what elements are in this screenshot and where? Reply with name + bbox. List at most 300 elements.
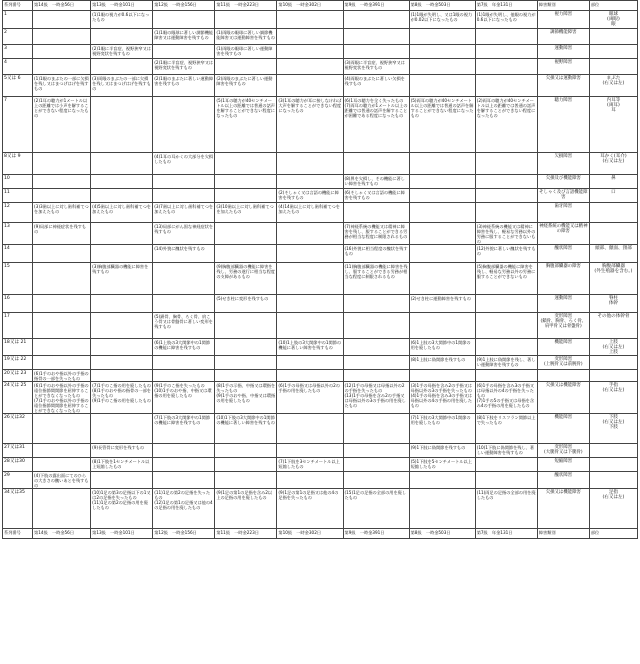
grade-cell-g7 (475, 444, 537, 458)
table-row (3, 223, 638, 245)
grade-cell-g10 (277, 295, 343, 313)
body-site-cell (589, 75, 637, 97)
grade-cell-g7 (475, 29, 537, 45)
grade-cell-g7 (475, 263, 537, 295)
disability-type-label: 聴力障害 (554, 97, 573, 103)
grade-cell-g9 (343, 263, 409, 295)
grade-cell-g10 (277, 223, 343, 245)
grade-cell-g13 (91, 59, 153, 75)
grade-cell-g8 (409, 295, 475, 313)
grade-cell-g12 (153, 414, 215, 444)
grade-description: (1)1眼が失明し、他眼の視力が0.6以下になったもの (476, 11, 536, 22)
disability-type-cell (537, 29, 589, 45)
grade-description: (1)両眼の眼球に著しい運動障害を残すもの (216, 45, 273, 56)
header-cell: 第10級 一時金302日 (277, 1, 343, 11)
grade-description: (2)両耳の聴力が40センチメートル以上の距離では普通の話声を解することができない程度になったもの (476, 97, 536, 118)
grade-cell-g10 (277, 245, 343, 263)
table-header (3, 1, 638, 11)
grade-cell-g8 (409, 444, 475, 458)
disability-type-cell (537, 97, 589, 153)
grade-description: (11)1足の第2の足指の用を廃したもの (92, 499, 148, 510)
disability-type-label: 欠損又は機能障害 (545, 489, 581, 495)
grade-description: (9)1手のこ指を失ったもの (154, 382, 205, 388)
grade-description: (9)局部に神経症状を残すもの (34, 223, 87, 234)
grade-description: (12)外貌に著しい醜状を残すもの (476, 245, 536, 256)
disability-type-label: 胸腹部臓器の障害 (545, 263, 581, 269)
grade-cell-g7 (475, 175, 537, 189)
grade-cell-g10 (277, 263, 343, 295)
grade-description: (3)胸腹部臓器の機能に障害を残すもの (92, 263, 149, 274)
series-number-cell: 18又は 21 (3, 339, 33, 356)
grade-description: (2)1眼に半盲症、視野狭窄又は視野変状を残すもの (154, 59, 214, 70)
grade-cell-g13 (91, 356, 153, 370)
grade-description: (4)両眼のまぶたに著しい欠損を残すもの (344, 75, 405, 86)
body-site-cell (589, 489, 637, 529)
series-number-cell: 15 (3, 263, 33, 295)
grade-description: (11)両足の足指の全部の用を廃したもの (476, 489, 536, 500)
header-row (3, 1, 638, 11)
footer-cell: 部位 (589, 529, 637, 539)
body-site-label: その他の体幹骨 (597, 313, 630, 319)
grade-description: (4)14歯以上に対し歯科補てつを加えたもの (278, 203, 340, 214)
grade-description: (12)1足の第1の足指又は他の4の足指の用を廃したもの (154, 499, 213, 510)
grade-cell-g12 (153, 382, 215, 414)
series-number-cell: 5又は 6 (3, 75, 33, 97)
grade-description: (6)そしゃく又は言語の機能に障害を残すもの (344, 189, 405, 200)
header-cell: 第11級 一時金223日 (215, 1, 277, 11)
disability-type-cell (537, 175, 589, 189)
table-row (3, 75, 638, 97)
grade-cell-g14 (33, 313, 91, 339)
series-number-cell: 7 (3, 97, 33, 153)
body-site-cell (589, 245, 637, 263)
grade-cell-g13 (91, 153, 153, 175)
grade-cell-g10 (277, 203, 343, 223)
grade-cell-g14 (33, 444, 91, 458)
grade-description: (5)1耳の聴力が40センチメートル以上の距離では普通の話声を解することができない程度になったもの (216, 97, 275, 118)
grade-cell-g11 (215, 245, 277, 263)
grade-description: (3)1手の母指を含み2の手指又は母指以外の3の手指を失ったもの (410, 382, 473, 393)
grade-cell-g10 (277, 45, 343, 59)
grade-cell-g13 (91, 458, 153, 472)
grade-description: (3)3歯以上に対し歯科補てつを加えたもの (34, 203, 89, 214)
grade-cell-g11 (215, 189, 277, 203)
grade-description: (2)そしゃく又は言語の機能に障害を残すもの (278, 189, 339, 200)
grade-cell-g7 (475, 382, 537, 414)
grade-cell-g12 (153, 45, 215, 59)
grade-cell-g10 (277, 370, 343, 382)
grade-description: (6)1手のおや指以外の手指の遠位指節間関節を屈伸することができなくなったもの (34, 382, 89, 398)
body-site-cell (589, 313, 637, 339)
grade-description: (2)両眼のまぶたに著しい運動障害を残すもの (216, 75, 273, 86)
grade-cell-g13 (91, 444, 153, 458)
grade-description: (6)1耳の聴力を全く失ったもの (344, 97, 404, 103)
header-cell: 第13級 一時金101日 (91, 1, 153, 11)
grade-cell-g7 (475, 414, 537, 444)
grade-cell-g9 (343, 11, 409, 29)
series-number-cell: 26又は32 (3, 414, 33, 444)
grade-cell-g11 (215, 203, 277, 223)
grade-cell-g9 (343, 203, 409, 223)
table-row (3, 444, 638, 458)
disability-type-label: 醜状障害 (554, 245, 573, 251)
grade-cell-g8 (409, 458, 475, 472)
grade-description: (13)局部にがん固な神経症状を残すもの (154, 223, 214, 234)
grade-cell-g13 (91, 189, 153, 203)
grade-cell-g12 (153, 29, 215, 45)
grade-cell-g10 (277, 313, 343, 339)
table-row (3, 489, 638, 529)
grade-cell-g7 (475, 75, 537, 97)
series-number-cell: 13 (3, 223, 33, 245)
grade-cell-g11 (215, 75, 277, 97)
grade-cell-g14 (33, 153, 91, 175)
grade-description: (2)1耳の聴力が1メートル以上の距離では小声を解することができない程度になったもの (34, 97, 89, 118)
table-row (3, 97, 638, 153)
grade-cell-g9 (343, 175, 409, 189)
grade-description: (15)1足の足指の全部の用を廃したもの (344, 489, 407, 500)
disability-grade-table (2, 0, 638, 539)
grade-cell-g9 (343, 339, 409, 356)
body-site-cell (589, 472, 637, 489)
grade-cell-g14 (33, 382, 91, 414)
body-site-cell (589, 175, 637, 189)
grade-description: (10)1上肢の3大関節中の1関節の機能に著しい障害を残すもの (278, 339, 342, 350)
grade-cell-g9 (343, 245, 409, 263)
grade-cell-g13 (91, 245, 153, 263)
body-site-cell (589, 97, 637, 153)
body-part-label: 下肢 (608, 424, 619, 430)
body-site-cell (589, 203, 637, 223)
disability-type-cell (537, 59, 589, 75)
body-site-label: 足指 (608, 489, 619, 495)
table-row (3, 414, 638, 444)
grade-cell-g11 (215, 223, 277, 245)
header-cell: 第14級 一時金56日 (33, 1, 91, 11)
grade-cell-g8 (409, 189, 475, 203)
disability-type-label: (上腕骨又は前腕骨) (544, 361, 583, 367)
grade-description: (10)1手のおや指、中指又は環指の用を廃したもの (154, 387, 212, 398)
grade-cell-g9 (343, 75, 409, 97)
grade-description: (5)両耳の聴力が40センチメートル以上の距離では普通の話声を解することができない程度になったもの (410, 97, 474, 118)
disability-type-cell (537, 370, 589, 382)
body-site-label: 手指 (608, 382, 619, 388)
disability-type-cell (537, 458, 589, 472)
disability-type-cell (537, 245, 589, 263)
grade-cell-g13 (91, 29, 153, 45)
table-body (3, 11, 638, 529)
grade-cell-g12 (153, 295, 215, 313)
disability-type-label: 欠損障害 (554, 153, 573, 159)
grade-cell-g9 (343, 97, 409, 153)
series-number-cell: 12 (3, 203, 33, 223)
footer-cell: 第14級 一時金56日 (33, 529, 91, 539)
grade-cell-g8 (409, 370, 475, 382)
grade-cell-g11 (215, 97, 277, 153)
body-site-cell (589, 295, 637, 313)
grade-cell-g14 (33, 11, 91, 29)
header-cell: 系列番号 (3, 1, 33, 11)
body-site-label: まぶた (606, 75, 621, 81)
grade-cell-g11 (215, 489, 277, 529)
disability-type-cell (537, 356, 589, 370)
disability-type-label: 欠損又は運動障害 (545, 75, 581, 81)
grade-cell-g10 (277, 444, 343, 458)
table-row (3, 370, 638, 382)
disability-type-cell (537, 472, 589, 489)
footer-cell: 第9級 一時金391日 (343, 529, 409, 539)
grade-description: (9)胸腹部臓器の機能に障害を残し、労務の遂行に相当な程度の支障があるもの (216, 263, 275, 279)
body-site-cell (589, 45, 637, 59)
grade-cell-g14 (33, 414, 91, 444)
grade-cell-g7 (475, 189, 537, 203)
grade-cell-g8 (409, 97, 475, 153)
grade-cell-g7 (475, 356, 537, 370)
grade-cell-g8 (409, 75, 475, 97)
grade-description: (3)両眼のまぶたの一部に欠損を残し又はまつげはげを残すもの (92, 75, 151, 91)
grade-description: (8)1手のおや指の指骨の一部を失ったもの (92, 387, 151, 398)
series-number-cell: 11 (3, 189, 33, 203)
disability-type-label: 機能障害 (554, 339, 573, 345)
grade-cell-g8 (409, 223, 475, 245)
grade-cell-g12 (153, 339, 215, 356)
grade-cell-g9 (343, 458, 409, 472)
grade-cell-g13 (91, 472, 153, 489)
grade-cell-g13 (91, 414, 153, 444)
disability-type-label: 運動障害 (554, 45, 573, 51)
grade-cell-g10 (277, 414, 343, 444)
series-number-cell: 3 (3, 45, 33, 59)
table-row (3, 458, 638, 472)
grade-description: (16)外貌に相当程度の醜状を残すもの (344, 245, 408, 256)
grade-cell-g14 (33, 339, 91, 356)
series-number-cell: 34又は35 (3, 489, 33, 529)
grade-cell-g10 (277, 472, 343, 489)
grade-cell-g7 (475, 153, 537, 175)
grade-cell-g14 (33, 489, 91, 529)
disability-type-label: 変形障害 (554, 356, 573, 362)
grade-cell-g12 (153, 59, 215, 75)
grade-description: (9)1上肢に偽関節を残し、著しい運動障害を残すもの (476, 356, 536, 367)
grade-cell-g11 (215, 444, 277, 458)
grade-cell-g11 (215, 153, 277, 175)
header-cell: 障害類別 (537, 1, 589, 11)
grade-cell-g9 (343, 444, 409, 458)
grade-description: (7)神経系統の機能又は精神に障害を残し、服することができる労務が相当な程度に制限されるもの (344, 223, 408, 239)
disability-type-cell (537, 263, 589, 295)
grade-description: (2)1眼のまぶたに著しい運動障害を残すもの (154, 75, 214, 86)
grade-cell-g7 (475, 245, 537, 263)
disability-type-cell (537, 189, 589, 203)
grade-cell-g9 (343, 414, 409, 444)
grade-description: (9)1足の第1の足指又は他の4の足指を失ったもの (278, 489, 339, 500)
grade-description: (6)1上肢の3大関節中の1関節の機能に障害を残すもの (154, 339, 211, 350)
grade-cell-g10 (277, 356, 343, 370)
grade-description: (6)1手の母指又は母指以外の2の手指の用を廃したもの (278, 382, 340, 393)
body-site-label: 眼球 (608, 11, 619, 17)
grade-cell-g14 (33, 29, 91, 45)
grade-cell-g8 (409, 29, 475, 45)
grade-cell-g10 (277, 489, 343, 529)
header-cell: 第8級 一時金503日 (409, 1, 475, 11)
body-site-label: 耳かく(耳介) (600, 153, 627, 159)
body-site-cell (589, 153, 637, 175)
table-row (3, 153, 638, 175)
grade-cell-g12 (153, 97, 215, 153)
grade-cell-g10 (277, 97, 343, 153)
grade-cell-g8 (409, 175, 475, 189)
grade-description: (8)1上肢に偽関節を残すもの (410, 356, 466, 362)
footer-cell: 第7級 年金131日 (475, 529, 537, 539)
grade-cell-g9 (343, 313, 409, 339)
grade-description: (8)1下肢をリスフラン関節以上で失ったもの (476, 414, 536, 425)
grade-cell-g13 (91, 339, 153, 356)
body-site-cell (589, 414, 637, 444)
grade-cell-g11 (215, 339, 277, 356)
series-number-cell: 2 (3, 29, 33, 45)
series-number-cell: 4 (3, 59, 33, 75)
grade-cell-g8 (409, 59, 475, 75)
footer-cell: 系列番号 (3, 529, 33, 539)
disability-type-cell (537, 203, 589, 223)
grade-cell-g10 (277, 175, 343, 189)
grade-cell-g8 (409, 339, 475, 356)
grade-cell-g11 (215, 356, 277, 370)
grade-cell-g10 (277, 189, 343, 203)
footer-row (3, 529, 638, 539)
disability-type-label: 醜状障害 (554, 472, 573, 478)
disability-type-label: 機能障害 (554, 414, 573, 420)
body-site-label: 上肢 (608, 339, 619, 345)
grade-description: (14)外貌に醜状を残すもの (154, 245, 205, 251)
grade-cell-g14 (33, 370, 91, 382)
grade-cell-g14 (33, 59, 91, 75)
grade-description: (3)神経系統の機能又は精神に障害を残し、軽易な労務以外の労務に服することができないもの (476, 223, 536, 244)
table-footer (3, 529, 638, 539)
grade-description: (2)1眼に半盲症、視野狭窄又は視野変状を残すもの (92, 45, 151, 56)
grade-cell-g12 (153, 11, 215, 29)
disability-type-cell (537, 153, 589, 175)
disability-type-cell (537, 414, 589, 444)
grade-cell-g14 (33, 356, 91, 370)
grade-cell-g13 (91, 313, 153, 339)
grade-cell-g7 (475, 97, 537, 153)
grade-cell-g14 (33, 223, 91, 245)
grade-cell-g10 (277, 11, 343, 29)
grade-cell-g10 (277, 339, 343, 356)
table-row (3, 472, 638, 489)
body-site-label: 内耳等 (606, 97, 621, 103)
grade-cell-g11 (215, 370, 277, 382)
disability-type-cell (537, 489, 589, 529)
body-site-cell (589, 11, 637, 29)
footer-cell: 第11級 一時金223日 (215, 529, 277, 539)
grade-description: (4)5歯以上に対し歯科補てつを加えたもの (92, 203, 151, 214)
grade-cell-g12 (153, 444, 215, 458)
grade-cell-g13 (91, 382, 153, 414)
body-site-cell (589, 223, 637, 245)
table-row (3, 382, 638, 414)
grade-description: (10)1下肢の3大関節中の1関節の機能に著しい障害を残すもの (216, 414, 275, 425)
header-cell: 第9級 一時金391日 (343, 1, 409, 11)
grade-cell-g13 (91, 295, 153, 313)
table-row (3, 11, 638, 29)
table-row (3, 203, 638, 223)
disability-type-cell (537, 45, 589, 59)
grade-cell-g7 (475, 45, 537, 59)
grade-description: (5)胸腹部臓器の機能に障害を残し、軽易な労務以外の労務に服することができないもの (476, 263, 536, 279)
grade-description: (9)1手のおや指、中指又は環指の用を廃したもの (216, 392, 276, 403)
grade-cell-g13 (91, 370, 153, 382)
grade-description: (10)1下肢に偽関節を残し、著しい運動障害を残すもの (476, 444, 535, 455)
grade-description: (1)1眼の視力が0.6以下になったもの (92, 11, 150, 22)
disability-type-label: (大腿骨又は下腿骨) (544, 449, 583, 455)
series-number-cell: 8又は 9 (3, 153, 33, 175)
grade-cell-g12 (153, 175, 215, 189)
disability-type-label: (鎖骨、胸骨、ろく骨、肩甲骨又は骨盤骨) (540, 318, 587, 329)
grade-cell-g14 (33, 175, 91, 189)
body-site-cell (589, 370, 637, 382)
series-number-cell: 28又は30 (3, 458, 33, 472)
grade-cell-g8 (409, 245, 475, 263)
body-site-cell (589, 263, 637, 295)
disability-type-label: 欠損及び機能障害 (545, 175, 581, 181)
footer-cell: 第13級 一時金101日 (91, 529, 153, 539)
grade-cell-g8 (409, 313, 475, 339)
grade-cell-g8 (409, 472, 475, 489)
grade-cell-g8 (409, 414, 475, 444)
grade-cell-g8 (409, 263, 475, 295)
disability-type-label: 視野障害 (554, 59, 573, 65)
series-number-cell: 19又は 22 (3, 356, 33, 370)
grade-description: (9)1下肢に偽関節を残すもの (410, 444, 466, 450)
grade-cell-g8 (409, 11, 475, 29)
grade-cell-g13 (91, 489, 153, 529)
grade-cell-g7 (475, 203, 537, 223)
grade-description: (10)1足の第3の足指以下の1又は2の足指を失ったもの (92, 489, 151, 500)
body-site-label: 下肢 (608, 414, 619, 420)
disability-type-label: 神経系統の機能又は精神の障害 (539, 223, 588, 234)
grade-description: (11)1足の第2の足指を失ったもの (154, 489, 211, 500)
footer-cell: 第12級 一時金156日 (153, 529, 215, 539)
grade-description: (7)1手のこ指の用を廃したもの (92, 382, 151, 388)
body-site-label: (右又は左) (602, 494, 625, 500)
grade-cell-g7 (475, 489, 537, 529)
grade-cell-g7 (475, 295, 537, 313)
grade-cell-g13 (91, 263, 153, 295)
grade-description: (4)1手の母指を含み3の手指又は母指以外の4の手指の用を廃したもの (410, 392, 473, 408)
grade-cell-g11 (215, 175, 277, 189)
grade-description: (8)1下肢を1センチメートル以上短縮したもの (92, 458, 150, 469)
grade-cell-g9 (343, 153, 409, 175)
grade-cell-g12 (153, 458, 215, 472)
table-row (3, 189, 638, 203)
body-site-label: (両眼) (607, 16, 620, 22)
table-row (3, 29, 638, 45)
grade-cell-g9 (343, 59, 409, 75)
grade-description: (7)1下肢の3大関節中の1関節の機能に障害を残すもの (154, 414, 211, 425)
body-site-cell (589, 382, 637, 414)
footer-cell: 障害類別 (537, 529, 589, 539)
body-site-label: 脊柱 (608, 295, 619, 301)
body-part-label: 鼻 (611, 175, 616, 181)
grade-cell-g12 (153, 153, 215, 175)
grade-cell-g7 (475, 59, 537, 75)
grade-cell-g11 (215, 29, 277, 45)
grade-cell-g13 (91, 45, 153, 59)
grade-description: (9)1手のこ指の用を廃したもの (92, 397, 151, 403)
header-cell: 部位 (589, 1, 637, 11)
